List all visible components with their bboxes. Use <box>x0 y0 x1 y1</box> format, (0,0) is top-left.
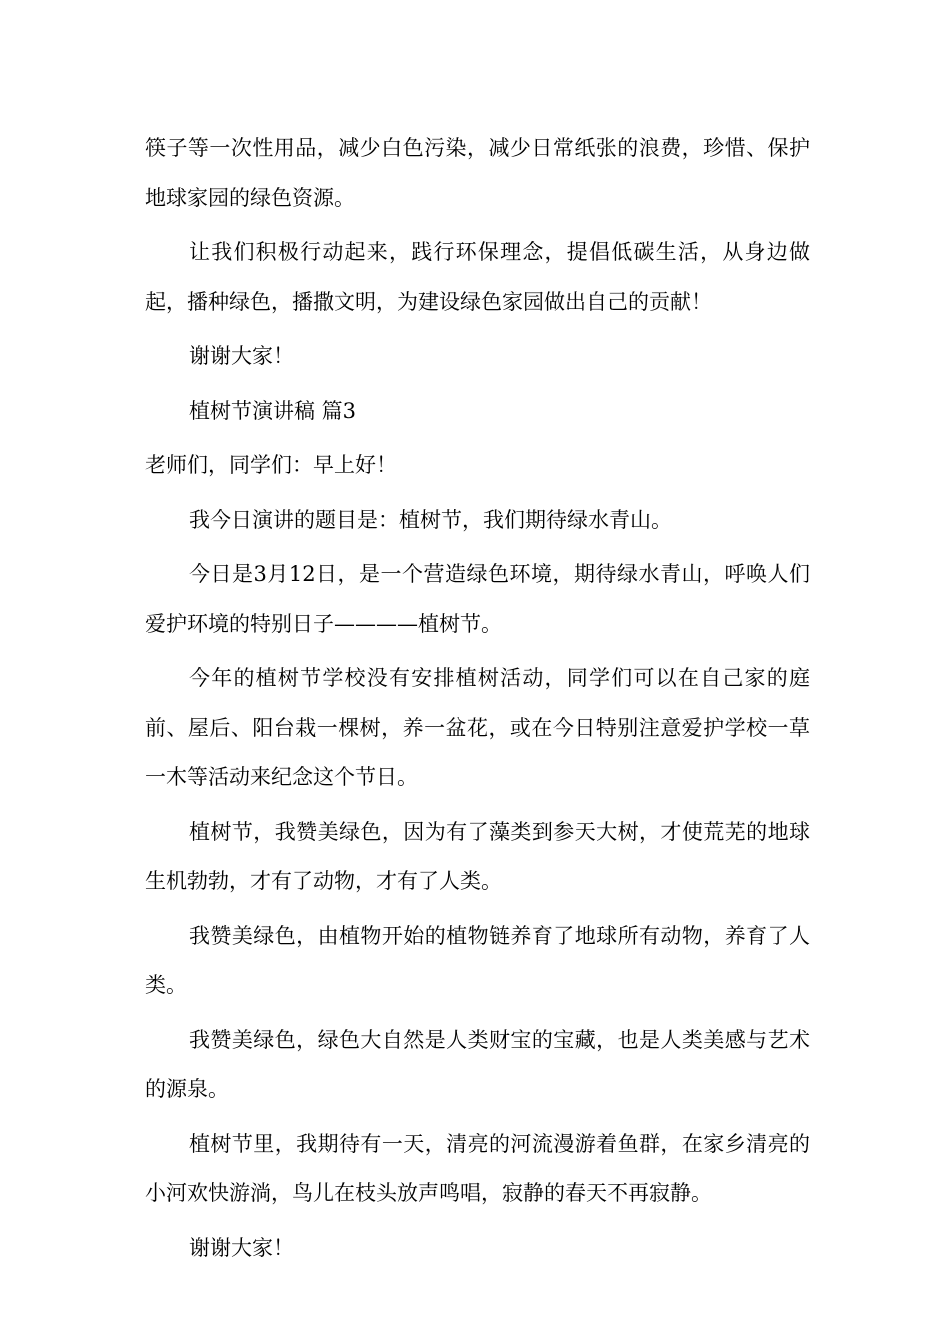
paragraph: 我赞美绿色，由植物开始的植物链养育了地球所有动物，养育了人类。 <box>145 923 810 997</box>
closing-line: 谢谢大家！ <box>189 1235 294 1260</box>
paragraph: 今年的植树节学校没有安排植树活动，同学们可以在自己家的庭前、屋后、阳台栽一棵树，养一盆花，或在今日特别注意爱护学校一草一木等活动来纪念这个节日。 <box>145 666 810 789</box>
paragraph-continuation: 筷子等一次性用品，减少白色污染，减少日常纸张的浪费，珍惜、保护地球家园的绿色资源。 <box>145 136 810 210</box>
section-heading: 植树节演讲稿 篇3 <box>189 398 357 423</box>
paragraph: 让我们积极行动起来，践行环保理念，提倡低碳生活，从身边做起，播种绿色，播撒文明，为建设绿色家园做出自己的贡献！ <box>145 240 810 314</box>
paragraph: 植树节，我赞美绿色，因为有了藻类到参天大树，才使荒芜的地球生机勃勃，才有了动物，才有了人类。 <box>145 819 810 893</box>
document-body <box>145 124 810 1273</box>
closing-line: 谢谢大家！ <box>189 344 294 368</box>
paragraph: 我今日演讲的题目是：植树节，我们期待绿水青山。 <box>189 507 672 532</box>
paragraph: 我赞美绿色，绿色大自然是人类财宝的宝藏，也是人类美感与艺术的源泉。 <box>145 1027 810 1101</box>
paragraph: 今日是3月12日，是一个营造绿色环境，期待绿水青山，呼唤人们爱护环境的特别日子————植树节。 <box>145 562 810 636</box>
greeting-line: 老师们，同学们：早上好！ <box>145 453 397 477</box>
paragraph: 植树节里，我期待有一天，清亮的河流漫游着鱼群，在家乡清亮的小河欢快游淌，鸟儿在枝头放声鸣唱，寂静的春天不再寂静。 <box>145 1131 810 1205</box>
